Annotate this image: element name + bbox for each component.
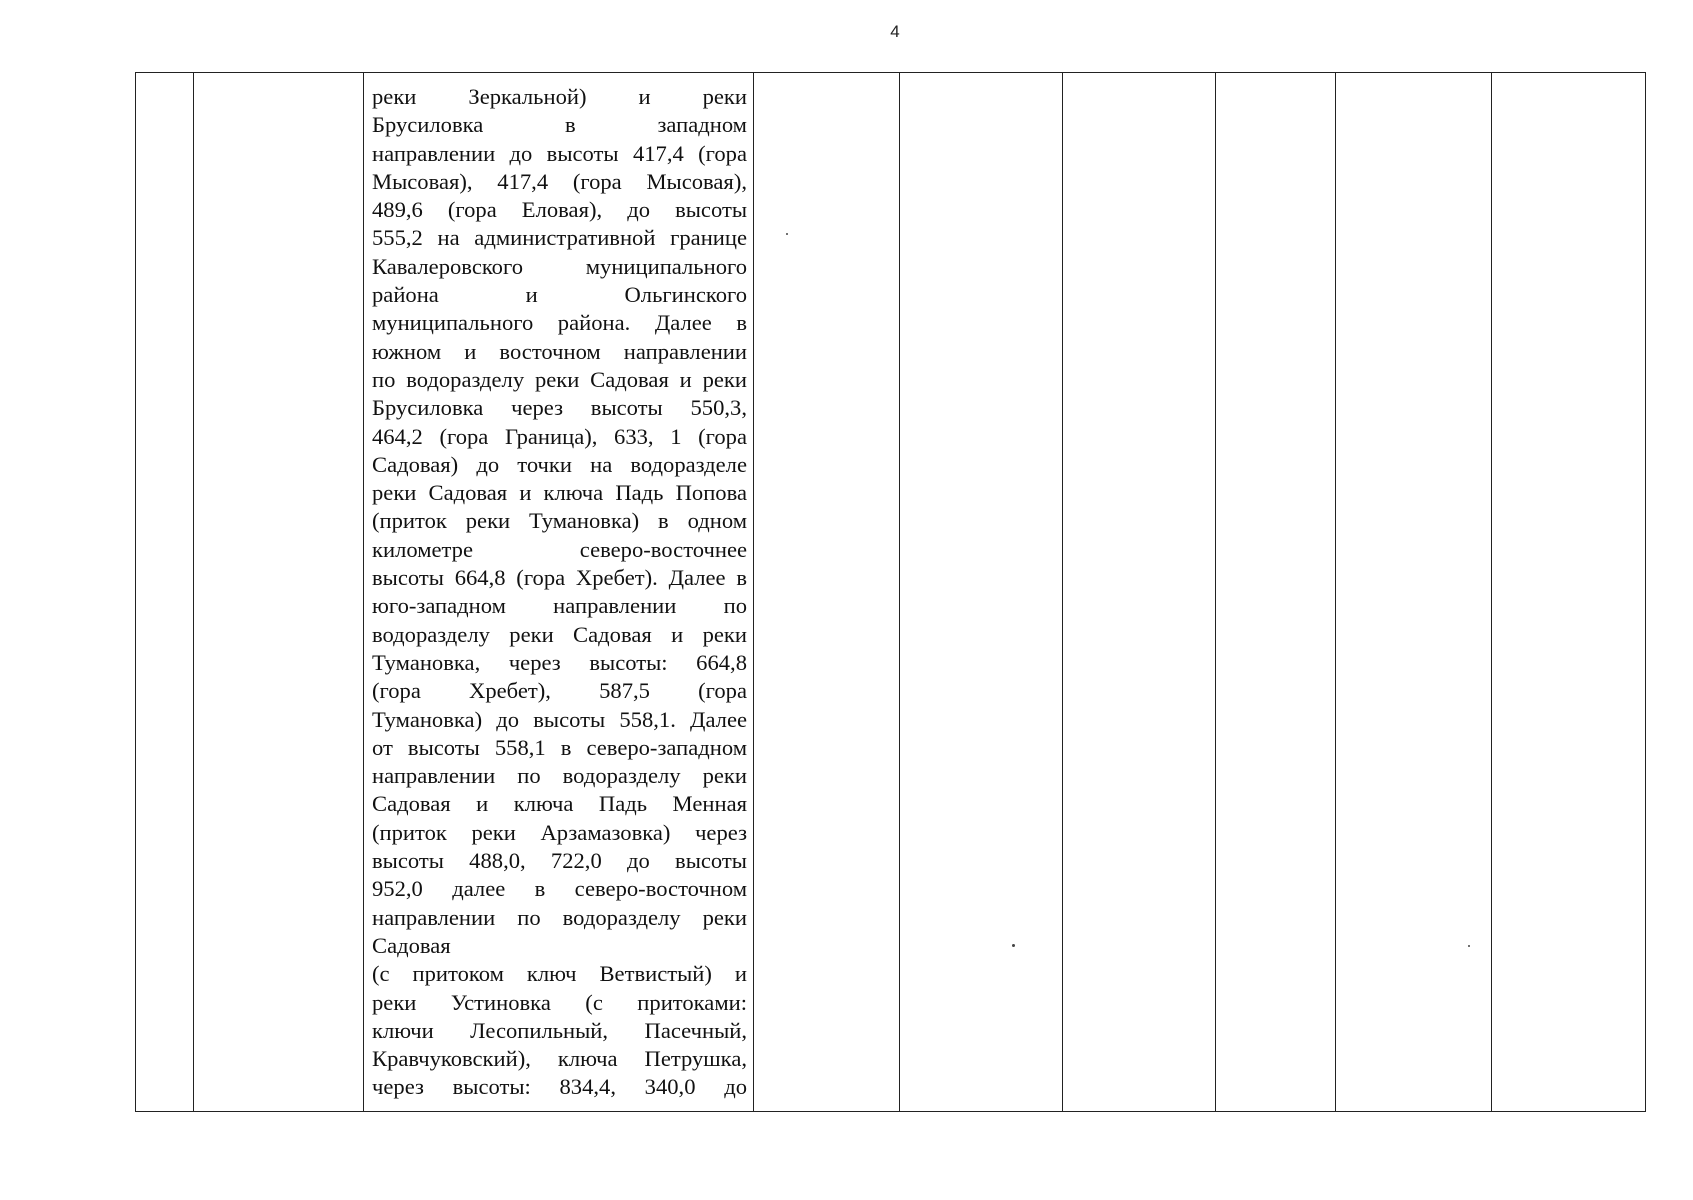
description-line: юго-западном направлении по [372,593,747,619]
table-cell-col-4 [754,73,900,1112]
description-line: Садовая) до точки на водоразделе [372,451,747,477]
boundary-description-table [135,72,1646,1112]
description-line: 952,0 далее в северо-восточном [372,876,747,902]
description-line: высоты 488,0, 722,0 до высоты [372,848,747,874]
description-line: района и Ольгинского [372,282,747,308]
description-line: водоразделу реки Садовая и реки [372,621,747,647]
scan-speck [786,233,788,235]
table-cell-col-6 [1063,73,1216,1112]
description-line: (приток реки Тумановка) в одном [372,508,747,534]
description-line: муниципального района. Далее в [372,310,747,336]
scan-speck [1468,945,1470,947]
page-number: 4 [890,22,900,41]
description-line: ключи Лесопильный, Пасечный, [372,1017,747,1043]
description-line: километре северо-восточнее [372,536,747,562]
description-line: по водоразделу реки Садовая и реки [372,366,747,392]
description-line: Тумановка, через высоты: 664,8 [372,649,747,675]
description-line: 489,6 (гора Еловая), до высоты [372,197,747,223]
description-line: Садовая [372,932,451,958]
description-line: (приток реки Арзамазовка) через [372,819,747,845]
table-cell-name [194,73,364,1112]
table-cell-col-8 [1336,73,1492,1112]
description-line: реки Садовая и ключа Падь Попова [372,480,747,506]
description-line: Садовая и ключа Падь Менная [372,791,747,817]
description-line: 464,2 (гора Граница), 633, 1 (гора [372,423,747,449]
description-line: направлении по водоразделу реки [372,904,747,930]
table-cell-boundary-description [364,73,754,1112]
description-line: Тумановка) до высоты 558,1. Далее [372,706,747,732]
description-line: Мысовая), 417,4 (гора Мысовая), [372,168,747,194]
description-line: от высоты 558,1 в северо-западном [372,734,747,760]
description-line: Брусиловка в западном [372,112,747,138]
description-line: южном и восточном направлении [372,338,747,364]
boundary-description-text [372,83,747,1102]
description-line: направлении до высоты 417,4 (гора [372,140,747,166]
table-cell-number [136,73,194,1112]
description-line: через высоты: 834,4, 340,0 до [372,1074,747,1100]
table-row [136,73,1646,1112]
description-line: Кавалеровского муниципального [372,253,747,279]
description-line: направлении по водоразделу реки [372,763,747,789]
description-line: 555,2 на административной границе [372,225,747,251]
table-cell-col-7 [1216,73,1336,1112]
description-line: высоты 664,8 (гора Хребет). Далее в [372,565,747,591]
table-cell-col-5 [900,73,1063,1112]
description-line: (гора Хребет), 587,5 (гора [372,678,747,704]
description-line: реки Зеркальной) и реки [372,84,747,109]
scan-speck [1012,944,1015,947]
description-line: реки Устиновка (с притоками: [372,989,747,1015]
description-line: Кравчуковский), ключа Петрушка, [372,1046,747,1072]
table-cell-col-9 [1492,73,1646,1112]
description-line: (с притоком ключ Ветвистый) и [372,961,747,987]
description-line: Брусиловка через высоты 550,3, [372,395,747,421]
